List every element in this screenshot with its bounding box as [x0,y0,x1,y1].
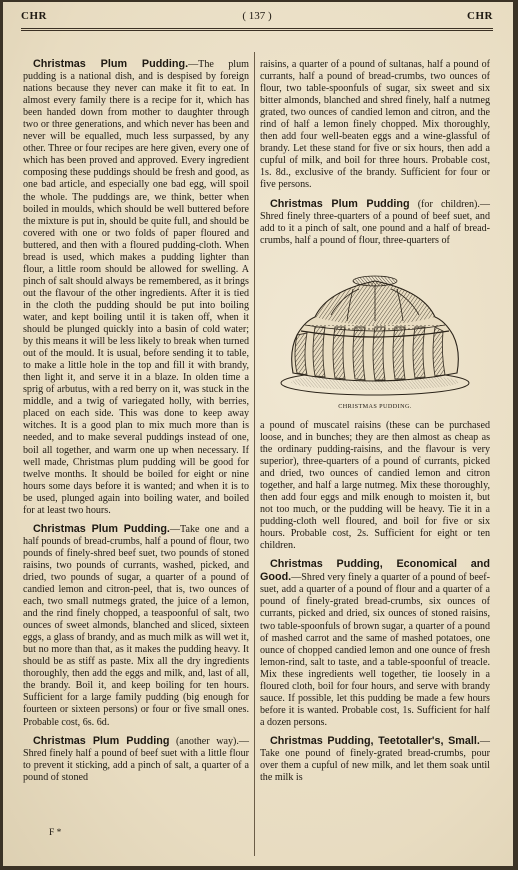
recipe-text: raisins, a quarter of a pound of sultanas, half a pound of currants, half a pound of bread-crumbs, two ounces of flour, two table-spoonfuls of sugar, six sweet and six bitter almonds, blanched and shred finely, half a nutmeg grated, two ounces of candied lemon and citron, and the rind of half a lemon finely chopped. Mix thoroughly, then add four well-beaten eggs and a wine-glassful of brandy. Let these stand for five or six hours, then add a cupful of milk, and boil for three hours. Probable cost, 1s. 8d., exclusive of the brandy. Sufficient for four or five persons. [260,59,490,191]
recipe-text: —Take one pound of finely-grated bread-crumbs, pour over them a cupful of new milk, and let them soak until the milk is [260,735,490,784]
recipe-text: a pound of muscatel raisins (these can be purchased loose, and in bunches; they are then almost as cheap as the ordinary pudding-raisins, and the flavour is very superior), three-quarters of a pound of currants, picked and dried, two ounces of candied lemon and citron together, and half a large nutmeg. Mix these thoroughly, then add four eggs and milk enough to moisten it, but not too much, or the pudding will be heavy. Tie it in a pudding-cloth well floured, and boil for five or six hours. Probable cost, 2s. Sufficient for eight or ten children. [260,419,490,552]
left-column [23,58,249,784]
pudding-figure [260,255,490,413]
recipe-entry [260,198,490,247]
recipe-title: Christmas Pudding, Teetotaller's, Small. [270,734,480,747]
recipe-title: Christmas Pudding, Economical and Good. [260,558,490,584]
column-divider [254,52,255,856]
recipe-entry [260,419,490,553]
header-right-word: CHR [467,10,493,22]
header-left-word: CHR [21,10,47,22]
recipe-text: —The plum pudding is a national dish, and is despised by foreign nations because they never can make it fit to eat. In almost every family there is a recipe for it, which has been handed down from mother to daughter through two or three generations, and which never has been and never will be equalled, much less surpassed, by any other. Three or four recipes are here given, every one of which has been proved and approved. Every ingredient composing these puddings should be fresh and good, as one bad article, and especially one bad egg, will spoil the whole. The puddings are, we think, better when boiled in moulds, which should be well buttered before the mixture is put in, should be quite full, and should be covered with one or two folds of paper floured and buttered, and then with a floured pudding-cloth. When bread is used, which makes a pudding lighter than flour, a little room should be allowed for swelling. A pinch of salt should always be remembered, as it brings out the flavour of the other ingredients. After it is tied in the cloth the pudding should be put into boiling water, and kept boiling until it is taken off, when it should be plunged quickly into a basin of cold water; by this means it will be less likely to break when turned out of the mould. It is usual, before sending it to table, to make a little hole in the top and fill it with brandy, then light it, and serve it in a blaze. In olden time a sprig of arbutus, with a red berry on it, was stuck in the middle, and a twig of variegated holly, with berries, placed on each side. This was done to keep away witches. It is a good plan to mix much more than is needed, and to make several puddings instead of one, boil all together, and warm one up when necessary. If well made, Christmas plum pudding will be good for twelve months. It should be boiled for eight or nine hours some days before it is wanted; and when it is to be used, plunged again into boiling water, and boiled for at least two hours. [23,59,249,516]
header-rule-bottom [21,30,493,31]
recipe-entry [23,735,249,784]
recipe-title: Christmas Plum Pudding. [33,58,189,70]
signature-mark: F * [49,828,62,838]
right-column [260,58,490,784]
recipe-title: Christmas Plum Pudding [33,734,170,747]
recipe-text: —Shred very finely a quarter of a pound of beef-suet, add a quarter of a pound of flour and a quarter of a pound of finely-grated bread-crumbs, six ounces of currants, picked and dried, six ounces of stoned raisins, two table-spoonfuls of brown sugar, a quarter of a pound of mashed carrot and the same of mashed potatoes, one ounce of chopped candied lemon and one ounce of fresh lemon-rind, salt to taste, and a table-spoonful of treacle. Mix these ingredients well together, tie loosely in a floured cloth, boil for four hours, and serve with brandy sauce. If possible, let this pudding be made a few hours before it is wanted. Probable cost, 1s. Sufficient for half a dozen persons. [260,572,490,728]
recipe-title: Christmas Plum Pudding. [33,522,170,535]
recipe-title: Christmas Plum Pudding [270,197,410,210]
recipe-entry [260,558,490,729]
figure-caption: CHRISTMAS PUDDING. [338,402,412,410]
recipe-entry [260,735,490,784]
book-page [3,2,513,866]
recipe-entry [23,58,249,517]
recipe-text: —Take one and a half pounds of bread-crumbs, half a pound of flour, two pounds of finely-shred beef suet, two pounds of stoned raisins, two pounds of currants, washed, picked, and dried, two pounds of sugar, a quarter of a pound of candied lemon and citron-peel, that is, two ounces of each, two small nutmegs grated, the juice of a lemon, and the rind finely chopped, a teaspoonful of salt, two ounces of sweet almonds, blanched and sliced, sixteen eggs, a glass of brandy, and as much milk as will wet it, but no more than that, as it makes the pudding heavy. It should be as stiff as paste. Mix all the dry ingredients thoroughly, then add the eggs and milk, and, last of all, the brandy. Boil it, and keep boiling for ten hours. Sufficient for a large family pudding (big enough for fourteen or sixteen persons) or four or five small ones. Probable cost, 6s. 6d. [23,523,249,728]
recipe-entry [260,58,490,192]
page-number: ( 137 ) [242,10,272,22]
recipe-text: (for children).—Shred finely three-quarters of a pound of beef suet, and add to it a pinch of salt, one pound and a half of bread-crumbs, half a pound of flour, three-quarters of [260,198,490,246]
recipe-text: (another way).—Shred finely half a pound of beef suet with a little flour to prevent it sticking, add a pinch of salt, a quarter of a pound of stoned [23,735,249,783]
running-header [21,10,493,28]
header-rule-top [21,28,493,29]
christmas-pudding-illustration-icon [275,255,475,399]
recipe-entry [23,523,249,729]
